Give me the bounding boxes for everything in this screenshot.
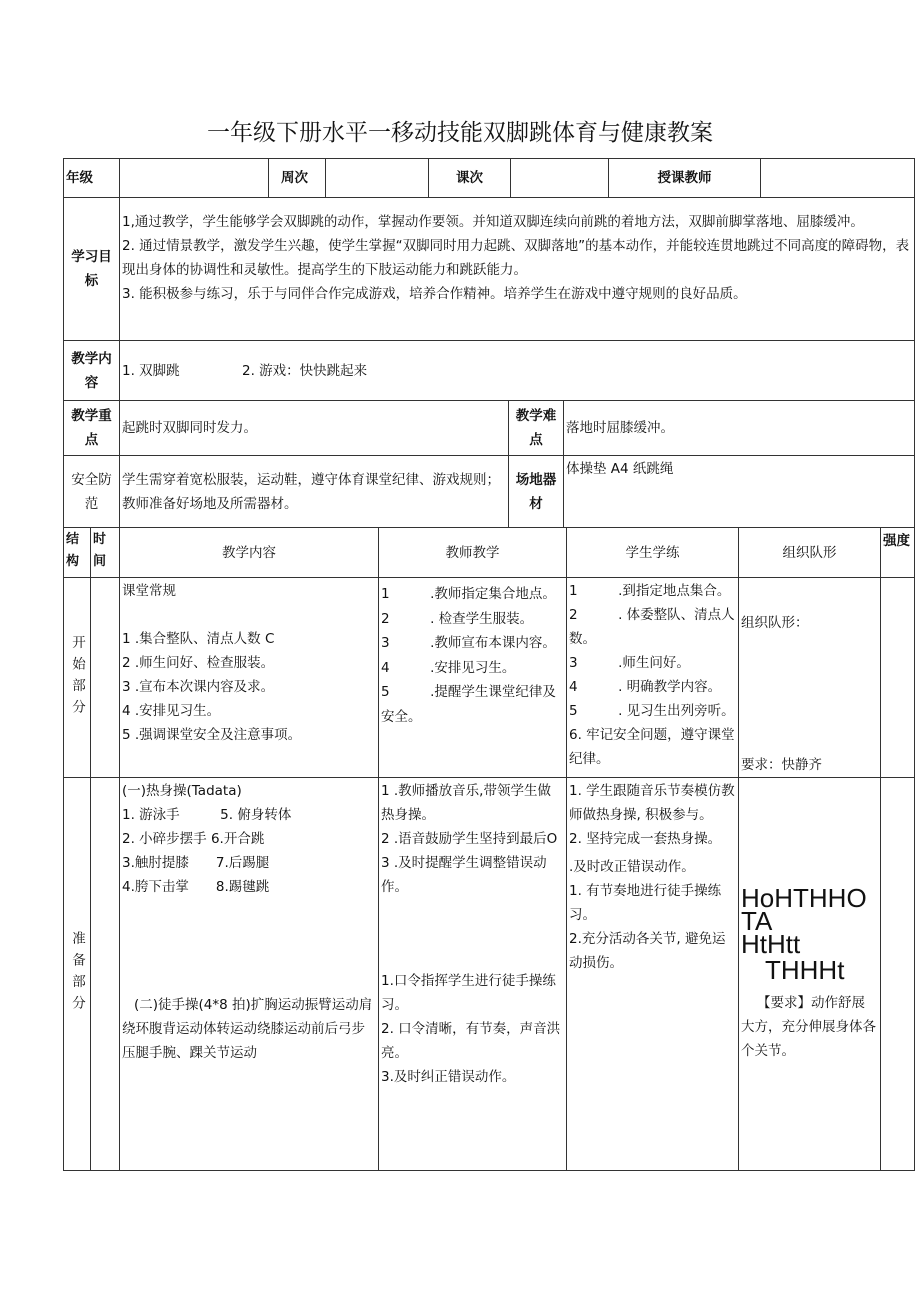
key-text: 起跳时双脚同时发力。 <box>119 400 509 456</box>
grade-label: 年级 <box>63 158 120 198</box>
warmup-item: 1. 游泳手 5. 俯身转体 <box>122 807 292 823</box>
prep-student-item: 2.充分活动各关节, 避免运动损伤。 <box>569 931 726 971</box>
col-content: 教学内容 <box>119 527 379 578</box>
start-label: 开始部分 <box>63 577 91 778</box>
grade-value <box>119 158 269 198</box>
content-label: 教学内容 <box>63 340 120 401</box>
prep-student-item: .及时改正错误动作。 <box>569 859 695 875</box>
prep-teacher <box>378 777 567 1171</box>
start-student-item: 6. 牢记安全问题，遵守课堂纪律。 <box>569 727 735 767</box>
prep-teacher-item: 1 .教师播放音乐,带领学生做热身操。 <box>381 783 551 823</box>
formation-line: HoHTHHO <box>741 883 867 913</box>
start-teacher-item: 1 .教师指定集合地点。 <box>381 586 556 602</box>
warmup-title: (一)热身操(Tadata) <box>122 783 242 799</box>
prep-intensity <box>880 777 915 1171</box>
lesson-label: 课次 <box>428 158 511 198</box>
objective-1: 1,通过教学，学生能够学会双脚跳的动作，掌握动作要领。并知道双脚连续向前跳的着地方法，双脚前脚掌落地、屈膝缓冲。 <box>122 214 864 230</box>
prep-student-item: 1. 学生跟随音乐节奏模仿教师做热身操, 积极参与。 <box>569 783 735 823</box>
start-student <box>566 577 739 778</box>
formation-line: TA <box>741 906 773 936</box>
start-student-item: 2 . 体委整队、清点人数。 <box>569 607 735 647</box>
teacher-value <box>760 158 915 198</box>
prep-requirement: 【要求】动作舒展大方，充分伸展身体各个关节。 <box>741 995 876 1059</box>
venue-text: 体操垫 A4 纸跳绳 <box>563 455 915 528</box>
col-teacher: 教师教学 <box>378 527 567 578</box>
start-content-item: 1 .集合整队、清点人数 C <box>122 631 275 647</box>
start-student-item: 5 . 见习生出列旁听。 <box>569 703 735 719</box>
prep-student-item: 1. 有节奏地进行徒手操练习。 <box>569 883 722 923</box>
content-item-2: 2. 游戏：快快跳起来 <box>242 362 368 379</box>
warmup-item: 3.触肘提膝 7.后踢腿 <box>122 855 270 871</box>
objective-3: 3. 能积极参与练习，乐于与同伴合作完成游戏，培养合作精神。培养学生在游戏中遵守规则的良好品质。 <box>122 286 747 302</box>
formation-diagram <box>741 885 878 983</box>
formation-line: THHHt <box>765 955 845 985</box>
start-content-title: 课堂常规 <box>122 583 176 599</box>
col-structure: 结构 <box>63 527 91 578</box>
start-time <box>90 577 120 778</box>
page-title: 一年级下册水平一移动技能双脚跳体育与健康教案 <box>207 120 713 146</box>
start-student-item: 1 .到指定地点集合。 <box>569 583 731 599</box>
prep-teacher-item: 1.口令指挥学生进行徒手操练习。 <box>381 973 556 1013</box>
col-intensity: 强度 <box>880 527 915 578</box>
difficulty-text: 落地时屈膝缓冲。 <box>563 400 915 456</box>
content-text <box>119 340 915 401</box>
teacher-label: 授课教师 <box>608 158 761 198</box>
start-org <box>738 577 881 778</box>
safety-text: 学生需穿着宽松服装，运动鞋，遵守体育课堂纪律、游戏规则；教师准备好场地及所需器材。 <box>119 455 509 528</box>
start-intensity <box>880 577 915 778</box>
start-content-item: 5 .强调课堂安全及注意事项。 <box>122 727 302 743</box>
prep-student-item: 2. 坚持完成一套热身操。 <box>569 831 722 847</box>
start-teacher-item: 4 .安排见习生。 <box>381 659 516 676</box>
objective-2: 2. 通过情景教学，激发学生兴趣，使学生掌握“双脚同时用力起跳、双脚落地”的基本动作，并能较连贯地跳过不同高度的障碍物，表现出身体的协调性和灵敏性。提高学生的下肢运动能力和跳跃能力。 <box>122 238 910 278</box>
start-content <box>119 577 379 778</box>
objectives-label: 学习目标 <box>63 197 120 341</box>
prep-teacher-item: 2 .语音鼓励学生坚持到最后O <box>381 831 558 847</box>
col-time: 时间 <box>90 527 120 578</box>
start-content-item: 4 .安排见习生。 <box>122 703 221 719</box>
prep-label: 准备部分 <box>63 777 91 1171</box>
prep-teacher-item: 3 .及时提醒学生调整错误动作。 <box>381 855 547 895</box>
start-requirement: 要求：快静齐 <box>741 757 822 773</box>
prep-time <box>90 777 120 1171</box>
col-student: 学生学练 <box>566 527 739 578</box>
start-student-item: 4 . 明确教学内容。 <box>569 679 722 695</box>
content-item-1: 1. 双脚跳 <box>122 362 180 379</box>
col-org: 组织队形 <box>738 527 881 578</box>
warmup-item: 4.胯下击掌 8.踢毽跳 <box>122 879 270 895</box>
freehand-exercise: (二)徒手操(4*8 拍)扩胸运动振臂运动肩绕环腹背运动体转运动绕膝运动前后弓步压腿手腕、踝关节运动 <box>122 997 373 1061</box>
prep-student <box>566 777 739 1171</box>
prep-teacher-item: 3.及时纠正错误动作。 <box>381 1069 516 1085</box>
key-label: 教学重点 <box>63 400 120 456</box>
warmup-item: 2. 小碎步摆手 6.开合跳 <box>122 831 265 847</box>
difficulty-label: 教学难点 <box>508 400 564 456</box>
objectives-text <box>119 197 915 341</box>
prep-teacher-item: 2. 口令清晰，有节奏，声音洪亮。 <box>381 1021 561 1061</box>
start-teacher-item: 5 .提醒学生课堂纪律及安全。 <box>381 684 556 725</box>
start-content-item: 3 .宣布本次课内容及求。 <box>122 679 275 695</box>
start-teacher <box>378 577 567 778</box>
formation-line: HtHtt <box>741 929 801 959</box>
prep-org <box>738 777 881 1171</box>
prep-content <box>119 777 379 1171</box>
start-teacher-item: 2 . 检查学生服装。 <box>381 610 534 627</box>
start-teacher-item: 3 .教师宣布本课内容。 <box>381 635 556 651</box>
start-org-label: 组织队形： <box>741 615 809 631</box>
week-value <box>325 158 429 198</box>
start-student-item: 3 .师生问好。 <box>569 655 690 671</box>
start-content-item: 2 .师生问好、检查服装。 <box>122 655 275 671</box>
week-label: 周次 <box>268 158 326 198</box>
safety-label: 安全防范 <box>63 455 120 528</box>
venue-label: 场地器材 <box>508 455 564 528</box>
lesson-value <box>510 158 609 198</box>
